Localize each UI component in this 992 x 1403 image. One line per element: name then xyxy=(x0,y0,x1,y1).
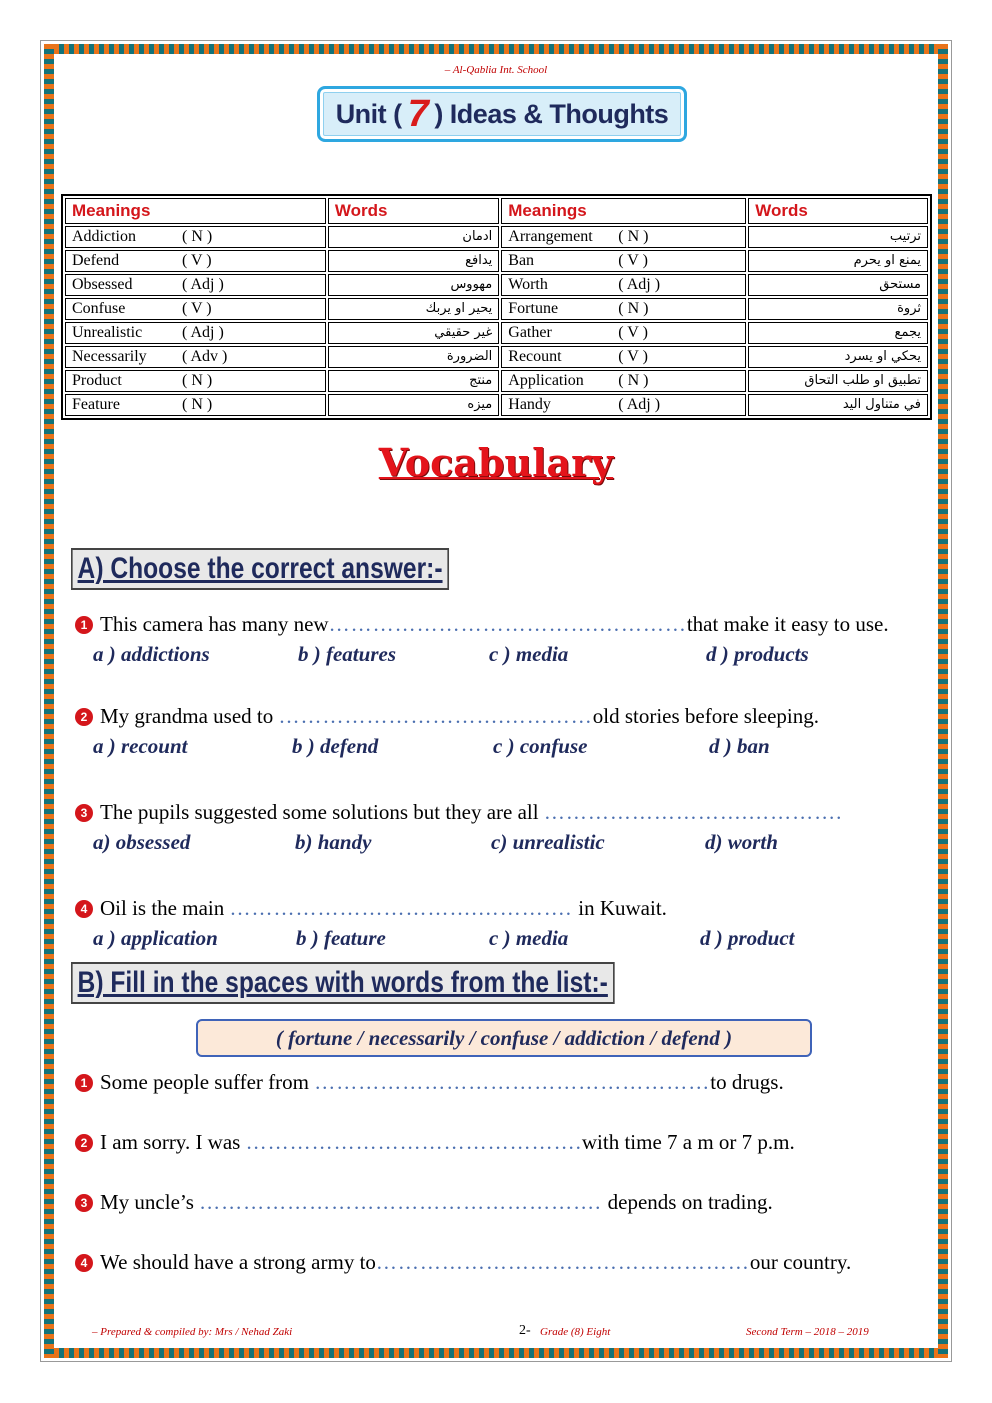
word-arabic: يحكي او يسرد xyxy=(748,346,928,368)
word-english xyxy=(65,274,326,296)
question-text-before: This camera has many new xyxy=(100,612,329,636)
answer-blank[interactable]: ……………………………….………… xyxy=(328,612,687,636)
answer-blank[interactable]: …………………………………………… xyxy=(375,1250,750,1274)
word-english xyxy=(65,226,326,248)
part-of-speech: ( V ) xyxy=(182,252,212,269)
word-arabic: ادمان xyxy=(328,226,499,248)
part-of-speech: ( N ) xyxy=(618,228,649,245)
question-a-2 xyxy=(75,704,819,729)
word-english xyxy=(65,346,326,368)
word-arabic: ميزه xyxy=(328,394,499,416)
question-number: 1 xyxy=(75,616,93,634)
school-name: – Al-Qablia Int. School xyxy=(444,64,548,76)
header-meanings-1: Meanings xyxy=(65,198,326,224)
answer-option[interactable]: d ) product xyxy=(700,926,795,950)
table-row xyxy=(65,394,928,416)
part-of-speech: ( N ) xyxy=(618,300,649,317)
question-number: 3 xyxy=(75,804,93,822)
sentence-b-1 xyxy=(75,1070,784,1095)
question-number: 4 xyxy=(75,900,93,918)
question-a-1 xyxy=(75,612,889,637)
question-text-before: Oil is the main xyxy=(100,896,230,920)
border-left xyxy=(44,44,54,1358)
word-arabic: مستحق xyxy=(748,274,928,296)
unit-suffix: ) Ideas & Thoughts xyxy=(434,98,669,129)
word-text: Confuse xyxy=(72,300,126,317)
answer-option[interactable]: b) handy xyxy=(295,830,372,854)
word-english xyxy=(501,298,746,320)
answer-option[interactable]: c ) confuse xyxy=(493,734,588,758)
part-of-speech: ( Adj ) xyxy=(618,396,661,413)
word-english xyxy=(65,250,326,272)
word-arabic: يدافع xyxy=(328,250,499,272)
word-text: Fortune xyxy=(508,300,559,317)
answer-option[interactable]: c ) media xyxy=(489,926,569,950)
word-english xyxy=(501,346,746,368)
word-arabic: الضرورة xyxy=(328,346,499,368)
table-row xyxy=(65,346,928,368)
part-of-speech: ( N ) xyxy=(182,396,213,413)
word-arabic: يمنع او يحرم xyxy=(748,250,928,272)
sentence-number: 2 xyxy=(75,1134,93,1152)
word-arabic: تطبيق او طلب التحاق xyxy=(748,370,928,392)
word-text: Feature xyxy=(72,396,120,413)
table-header-row xyxy=(65,198,928,224)
unit-number: 7 xyxy=(407,92,429,135)
part-of-speech: ( V ) xyxy=(182,300,212,317)
border-right xyxy=(938,44,948,1358)
word-english xyxy=(501,370,746,392)
part-of-speech: ( V ) xyxy=(618,324,648,341)
sentence-text-after: with time 7 a m or 7 p.m. xyxy=(581,1130,795,1154)
section-a-title: A) Choose the correct answer:- xyxy=(71,548,449,590)
word-arabic: يجمع xyxy=(748,322,928,344)
sentence-text-before: I am sorry. I was xyxy=(100,1130,246,1154)
table-row xyxy=(65,298,928,320)
question-text-after: in Kuwait. xyxy=(578,896,667,920)
sentence-b-4 xyxy=(75,1250,851,1275)
sentence-text-after: to drugs. xyxy=(710,1070,784,1094)
answer-option[interactable]: d ) products xyxy=(706,642,809,666)
word-arabic: ثروة xyxy=(748,298,928,320)
word-text: Ban xyxy=(508,252,535,269)
word-text: Addiction xyxy=(72,228,136,245)
header-words-1: Words xyxy=(328,198,499,224)
answer-option[interactable]: b ) feature xyxy=(296,926,386,950)
word-text: Necessarily xyxy=(72,348,147,365)
word-english xyxy=(501,394,746,416)
answer-option[interactable]: b ) features xyxy=(298,642,396,666)
table-row xyxy=(65,274,928,296)
header-meanings-2: Meanings xyxy=(501,198,746,224)
word-arabic: غير حقيقي xyxy=(328,322,499,344)
part-of-speech: ( Adj ) xyxy=(182,324,224,341)
footer-grade: Grade (8) Eight xyxy=(540,1326,611,1338)
question-text-after: old stories before sleeping. xyxy=(592,704,820,728)
word-english xyxy=(501,250,746,272)
footer-page-number: 2- xyxy=(519,1323,531,1338)
word-arabic: ترتيب xyxy=(748,226,928,248)
vocab-table xyxy=(61,194,932,420)
answer-option[interactable]: a ) addictions xyxy=(93,642,210,666)
sentence-number: 1 xyxy=(75,1074,93,1092)
word-english xyxy=(501,322,746,344)
section-b-title: B) Fill in the spaces with words from the list:- xyxy=(71,962,614,1004)
word-english xyxy=(501,274,746,296)
footer-prepared: – Prepared & compiled by: Mrs / Nehad Zaki xyxy=(92,1326,293,1338)
part-of-speech: ( N ) xyxy=(182,228,213,245)
question-text-before: My grandma used to xyxy=(100,704,279,728)
word-list: ( fortune / necessarily / confuse / addiction / defend ) xyxy=(196,1019,812,1057)
sentence-text-after: depends on trading. xyxy=(607,1190,773,1214)
question-text-after: that make it easy to use. xyxy=(686,612,889,636)
sentence-text-before: My uncle’s xyxy=(100,1190,200,1214)
word-text: Unrealistic xyxy=(72,324,143,341)
answer-option[interactable]: a) obsessed xyxy=(93,830,191,854)
unit-title xyxy=(317,86,687,142)
word-text: Product xyxy=(72,372,122,389)
answer-option[interactable]: c) unrealistic xyxy=(491,830,605,854)
question-a-3 xyxy=(75,800,842,825)
word-english xyxy=(65,370,326,392)
header-words-2: Words xyxy=(748,198,928,224)
sentence-number: 3 xyxy=(75,1194,93,1212)
word-text: Arrangement xyxy=(508,228,593,245)
table-row xyxy=(65,322,928,344)
answer-option[interactable]: b ) defend xyxy=(292,734,379,758)
answer-option[interactable]: a ) recount xyxy=(93,734,188,758)
vocabulary-heading: Vocabulary xyxy=(378,440,614,485)
table-row xyxy=(65,250,928,272)
word-arabic: يحير او يربك xyxy=(328,298,499,320)
table-row xyxy=(65,226,928,248)
word-arabic: منتج xyxy=(328,370,499,392)
border-bottom xyxy=(44,1348,948,1358)
part-of-speech: ( N ) xyxy=(618,372,649,389)
part-of-speech: ( Adv ) xyxy=(182,348,228,365)
word-english xyxy=(65,394,326,416)
answer-option[interactable]: c ) media xyxy=(489,642,569,666)
word-text: Obsessed xyxy=(72,276,133,293)
part-of-speech: ( Adj ) xyxy=(618,276,661,293)
sentence-b-2 xyxy=(75,1130,795,1155)
word-text: Recount xyxy=(508,348,562,365)
answer-option[interactable]: d) worth xyxy=(705,830,778,854)
unit-prefix: Unit ( xyxy=(335,98,402,129)
word-arabic: في متناول اليد xyxy=(748,394,928,416)
answer-blank[interactable]: ………………………….………… xyxy=(278,704,593,728)
sentence-text-before: Some people suffer from xyxy=(100,1070,315,1094)
sentence-text-before: We should have a strong army to xyxy=(100,1250,376,1274)
sentence-text-after: our country. xyxy=(749,1250,852,1274)
answer-blank[interactable]: …………………………….…………. xyxy=(229,896,579,920)
answer-option[interactable]: a ) application xyxy=(93,926,218,950)
word-english xyxy=(65,322,326,344)
part-of-speech: ( V ) xyxy=(618,348,648,365)
word-text: Handy xyxy=(508,396,551,413)
sentence-number: 4 xyxy=(75,1254,93,1272)
answer-blank[interactable]: ……………………….…………. xyxy=(543,800,843,824)
answer-option[interactable]: d ) ban xyxy=(709,734,770,758)
part-of-speech: ( Adj ) xyxy=(182,276,224,293)
word-arabic: مهووس xyxy=(328,274,499,296)
answer-blank[interactable]: ………………………………………. xyxy=(245,1130,582,1154)
sentence-b-3 xyxy=(75,1190,773,1215)
question-text-before: The pupils suggested some solutions but they are all xyxy=(100,800,544,824)
question-a-4 xyxy=(75,896,667,921)
answer-blank[interactable]: ……………………………………………… xyxy=(314,1070,711,1094)
word-text: Gather xyxy=(508,324,552,341)
footer-term: Second Term – 2018 – 2019 xyxy=(746,1326,869,1338)
part-of-speech: ( V ) xyxy=(618,252,648,269)
word-text: Worth xyxy=(508,276,548,293)
table-row xyxy=(65,370,928,392)
answer-blank[interactable]: ………………………………………………. xyxy=(199,1190,608,1214)
word-text: Application xyxy=(508,372,584,389)
word-english xyxy=(65,298,326,320)
question-number: 2 xyxy=(75,708,93,726)
part-of-speech: ( N ) xyxy=(182,372,213,389)
border-top xyxy=(44,44,948,54)
word-text: Defend xyxy=(72,252,120,269)
word-english xyxy=(501,226,746,248)
